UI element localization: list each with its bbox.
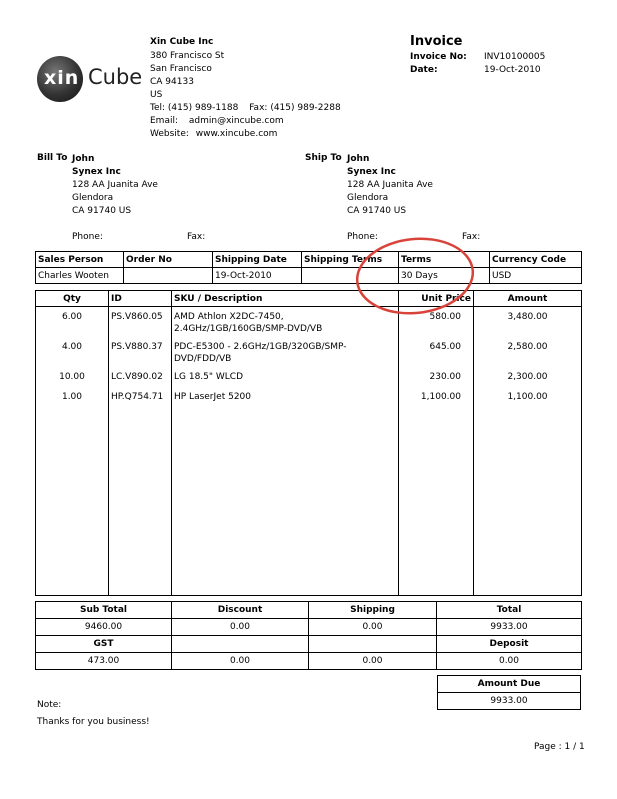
invoice-title: Invoice <box>410 34 463 49</box>
bill-to-block <box>72 153 158 218</box>
gst-header-row <box>36 636 582 653</box>
item-unit-price: 1,100.00 <box>399 387 474 407</box>
gst-value-row <box>36 653 582 670</box>
item-unit-price: 580.00 <box>399 307 474 337</box>
order-no-header: Order No <box>124 252 213 268</box>
item-qty: 4.00 <box>36 337 109 367</box>
gst-header: GST <box>36 636 172 653</box>
currency-code-value: USD <box>490 268 582 284</box>
item-qty: 10.00 <box>36 367 109 387</box>
bill-to-label: Bill To <box>37 153 68 163</box>
invoice-number: INV10100005 <box>484 52 546 62</box>
items-table <box>35 290 582 596</box>
empty-header <box>309 636 437 653</box>
discount-value-2: 0.00 <box>172 653 309 670</box>
amount-due-header-row <box>438 676 581 693</box>
table-row <box>36 387 582 407</box>
page-number: Page : 1 / 1 <box>534 742 585 752</box>
ship-to-label: Ship To <box>305 153 342 163</box>
annotation-ellipse <box>353 233 476 319</box>
tel-label: Tel: <box>150 103 166 113</box>
deposit-value: 0.00 <box>437 653 582 670</box>
thanks-message: Thanks for you business! <box>37 717 150 727</box>
item-amount: 3,480.00 <box>474 307 582 337</box>
unit-price-header: Unit Price <box>399 291 474 307</box>
ship-to-address-1: 128 AA Juanita Ave <box>347 180 433 190</box>
filler-cell <box>399 407 474 596</box>
company-address-4: US <box>150 90 163 100</box>
item-amount: 2,300.00 <box>474 367 582 387</box>
item-qty: 6.00 <box>36 307 109 337</box>
company-contact-website <box>150 128 341 141</box>
company-name: Xin Cube Inc <box>150 37 214 47</box>
annotation-circle <box>350 232 485 320</box>
logo-text-cube: Cube <box>88 65 143 89</box>
bill-to-address-3: CA 91740 US <box>72 206 132 216</box>
item-id: LC.V890.02 <box>109 367 172 387</box>
ship-to-name: John <box>347 154 370 164</box>
shipping-date-header: Shipping Date <box>213 252 302 268</box>
table-row <box>36 367 582 387</box>
order-no-value <box>124 268 213 284</box>
website-value: www.xincube.com <box>195 129 278 139</box>
filler-cell <box>109 407 172 596</box>
item-id: PS.V860.05 <box>109 307 172 337</box>
items-filler-row <box>36 407 582 596</box>
currency-code-header: Currency Code <box>490 252 582 268</box>
shipping-header: Shipping <box>309 602 437 619</box>
shipping-date-value: 19-Oct-2010 <box>213 268 302 284</box>
table-row <box>36 307 582 337</box>
item-amount: 1,100.00 <box>474 387 582 407</box>
item-unit-price: 645.00 <box>399 337 474 367</box>
sales-person-header: Sales Person <box>36 252 124 268</box>
invoice-date-label: Date: <box>410 65 438 75</box>
shipping-value-2: 0.00 <box>309 653 437 670</box>
filler-cell <box>36 407 109 596</box>
discount-header: Discount <box>172 602 309 619</box>
empty-header <box>172 636 309 653</box>
ship-to-company: Synex Inc <box>347 167 396 177</box>
amount-header: Amount <box>474 291 582 307</box>
bill-to-name: John <box>72 154 95 164</box>
item-description: AMD Athlon X2DC-7450, 2.4GHz/1GB/160GB/SMP-DVD/VB <box>172 307 399 337</box>
company-info <box>150 36 341 141</box>
totals-value-row <box>36 619 582 636</box>
invoice-date: 19-Oct-2010 <box>484 65 541 75</box>
company-logo <box>37 56 143 104</box>
gst-value: 473.00 <box>36 653 172 670</box>
tel-value: (415) 989-1188 <box>167 103 239 113</box>
bill-to-company: Synex Inc <box>72 167 121 177</box>
item-description: PDC-E5300 - 2.6GHz/1GB/320GB/SMP-DVD/FDD/VB <box>172 337 399 367</box>
bill-to-phone-label: Phone: <box>72 232 103 242</box>
item-id: HP.Q754.71 <box>109 387 172 407</box>
sales-person-value: Charles Wooten <box>36 268 124 284</box>
ship-to-address-2: Glendora <box>347 193 389 203</box>
subtotal-value: 9460.00 <box>36 619 172 636</box>
amount-due-value: 9933.00 <box>438 693 581 710</box>
order-info-header-row <box>36 252 582 268</box>
ship-to-block <box>347 153 433 218</box>
note-label: Note: <box>37 700 62 710</box>
terms-value: 30 Days <box>399 268 490 284</box>
id-header: ID <box>109 291 172 307</box>
table-row <box>36 337 582 367</box>
deposit-header: Deposit <box>437 636 582 653</box>
fax-label: Fax: <box>249 103 268 113</box>
order-info-table <box>35 251 582 284</box>
filler-cell <box>172 407 399 596</box>
subtotal-header: Sub Total <box>36 602 172 619</box>
amount-due-header: Amount Due <box>438 676 581 693</box>
ship-to-fax-label: Fax: <box>462 232 481 242</box>
filler-cell <box>474 407 582 596</box>
items-header-row <box>36 291 582 307</box>
item-qty: 1.00 <box>36 387 109 407</box>
fax-value: (415) 989-2288 <box>270 103 341 113</box>
ship-to-address-3: CA 91740 US <box>347 206 407 216</box>
totals-table <box>35 601 582 670</box>
item-description: LG 18.5" WLCD <box>172 367 399 387</box>
sku-header: SKU / Description <box>172 291 399 307</box>
email-value: admin@xincube.com <box>188 116 284 126</box>
company-contact-email <box>150 115 341 128</box>
total-value: 9933.00 <box>437 619 582 636</box>
email-label: Email: <box>150 116 179 126</box>
item-id: PS.V880.37 <box>109 337 172 367</box>
amount-due-value-row <box>438 693 581 710</box>
order-info-value-row <box>36 268 582 284</box>
shipping-terms-header: Shipping Terms <box>302 252 399 268</box>
logo-text-xin: xin <box>44 67 80 89</box>
item-unit-price: 230.00 <box>399 367 474 387</box>
company-address-2: San Francisco <box>150 64 212 74</box>
qty-header: Qty <box>36 291 109 307</box>
item-amount: 2,580.00 <box>474 337 582 367</box>
company-address-3: CA 94133 <box>150 77 194 87</box>
ship-to-phone-label: Phone: <box>347 232 378 242</box>
amount-due-table <box>437 675 581 710</box>
totals-header-row <box>36 602 582 619</box>
company-address-1: 380 Francisco St <box>150 51 225 61</box>
bill-to-address-2: Glendora <box>72 193 114 203</box>
bill-to-address-1: 128 AA Juanita Ave <box>72 180 158 190</box>
company-contact-tel <box>150 102 341 115</box>
website-label: Website: <box>150 129 189 139</box>
bill-to-fax-label: Fax: <box>187 232 206 242</box>
discount-value: 0.00 <box>172 619 309 636</box>
invoice-number-label: Invoice No: <box>410 52 467 62</box>
item-description: HP LaserJet 5200 <box>172 387 399 407</box>
total-header: Total <box>437 602 582 619</box>
terms-header: Terms <box>399 252 490 268</box>
shipping-value: 0.00 <box>309 619 437 636</box>
